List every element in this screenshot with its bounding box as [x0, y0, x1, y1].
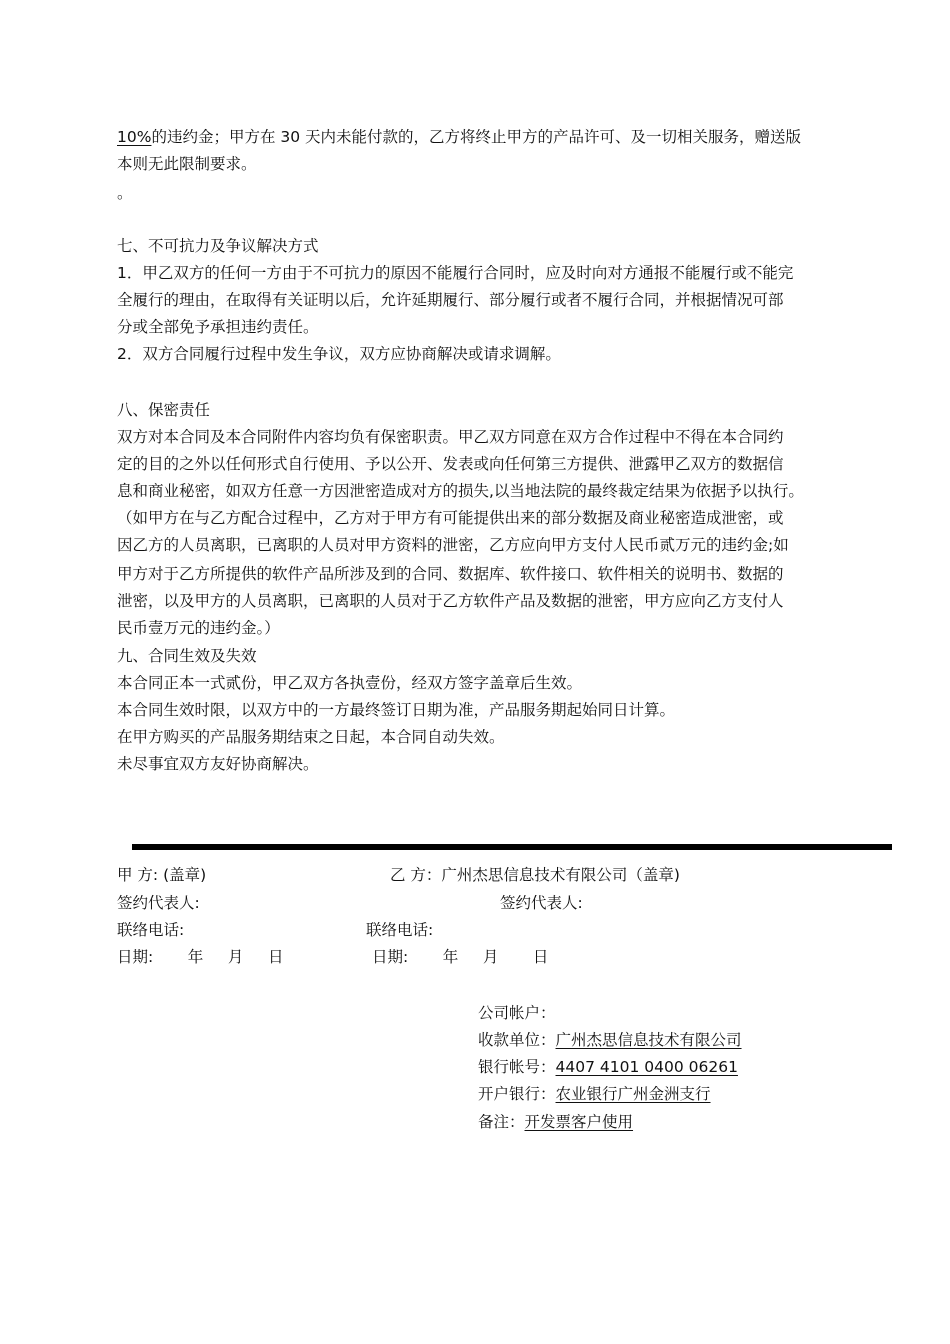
- penalty-line-1: [117, 124, 801, 151]
- section-7-line: 2．双方合同履行过程中发生争议，双方应协商解决或请求调解。: [117, 345, 561, 363]
- section-8-line: 因乙方的人员离职，已离职的人员对甲方资料的泄密，乙方应向甲方支付人民币贰万元的违约金;如: [117, 536, 789, 554]
- section-8-line: 息和商业秘密，如双方任意一方因泄密造成对方的损失,以当地法院的最终裁定结果为依据予以执行。: [117, 482, 804, 500]
- bank-label: 开户银行：: [478, 1085, 556, 1103]
- section-8-line: 双方对本合同及本合同附件内容均负有保密职责。甲乙双方同意在双方合作过程中不得在本合同约: [117, 428, 784, 446]
- party-a-phone: 联络电话:: [117, 921, 185, 939]
- note-label: 备注：: [478, 1113, 525, 1131]
- party-b-date: 日期: 年 月 日: [372, 948, 549, 966]
- party-b-phone: 联络电话:: [366, 921, 434, 939]
- penalty-line-3: 。: [117, 184, 133, 202]
- party-b-label: 乙 方：广州杰思信息技术有限公司（盖章): [390, 866, 680, 884]
- party-a-label: 甲 方: (盖章): [117, 866, 207, 884]
- penalty-percent: 10%: [117, 128, 152, 146]
- section-7-line: 分或全部免予承担违约责任。: [117, 318, 319, 336]
- section-8-heading: 八、保密责任: [117, 401, 211, 419]
- account-number-value: 4407 4101 0400 06261: [555, 1058, 738, 1076]
- section-9-heading: 九、合同生效及失效: [117, 647, 257, 665]
- section-8-line: 甲方对于乙方所提供的软件产品所涉及到的合同、数据库、软件接口、软件相关的说明书、数据的: [117, 565, 784, 583]
- party-a-date: 日期: 年 月 日: [117, 948, 284, 966]
- section-7-heading: 七、不可抗力及争议解决方式: [117, 237, 319, 255]
- account-bank: [478, 1081, 711, 1108]
- account-title: 公司帐户：: [478, 1004, 556, 1022]
- section-7-line: 1．甲乙双方的任何一方由于不可抗力的原因不能履行合同时，应及时向对方通报不能履行或不能完: [117, 264, 794, 282]
- section-9-line: 在甲方购买的产品服务期结束之日起，本合同自动失效。: [117, 728, 505, 746]
- account-note: [478, 1109, 633, 1136]
- bank-value: 农业银行广州金洲支行: [555, 1085, 711, 1103]
- party-b-representative: 签约代表人:: [500, 894, 583, 912]
- section-8-line: 泄密，以及甲方的人员离职，已离职的人员对于乙方软件产品及数据的泄密，甲方应向乙方支付人: [117, 592, 784, 610]
- signature-divider: [132, 844, 892, 850]
- penalty-line-2: 本则无此限制要求。: [117, 155, 257, 173]
- account-payee: [478, 1027, 742, 1054]
- section-9-line: 本合同正本一式贰份，甲乙双方各执壹份，经双方签字盖章后生效。: [117, 674, 583, 692]
- section-9-line: 本合同生效时限，以双方中的一方最终签订日期为准，产品服务期起始同日计算。: [117, 701, 676, 719]
- section-7-line: 全履行的理由，在取得有关证明以后，允许延期履行、部分履行或者不履行合同，并根据情况可部: [117, 291, 784, 309]
- section-8-line: 民币壹万元的违约金。）: [117, 619, 280, 637]
- section-9-line: 未尽事宜双方友好协商解决。: [117, 755, 319, 773]
- account-number-label: 银行帐号：: [478, 1058, 556, 1076]
- payee-label: 收款单位：: [478, 1031, 556, 1049]
- account-number: [478, 1054, 738, 1081]
- section-8-line: 定的目的之外以任何形式自行使用、予以公开、发表或向任何第三方提供、泄露甲乙双方的数据信: [117, 455, 784, 473]
- payee-value: 广州杰思信息技术有限公司: [555, 1031, 742, 1049]
- penalty-text: 的违约金；甲方在 30 天内未能付款的，乙方将终止甲方的产品许可、及一切相关服务，赠送版: [151, 128, 802, 146]
- party-a-representative: 签约代表人:: [117, 894, 200, 912]
- section-8-line: （如甲方在与乙方配合过程中，乙方对于甲方有可能提供出来的部分数据及商业秘密造成泄密，或: [117, 509, 784, 527]
- note-value: 开发票客户使用: [524, 1113, 634, 1131]
